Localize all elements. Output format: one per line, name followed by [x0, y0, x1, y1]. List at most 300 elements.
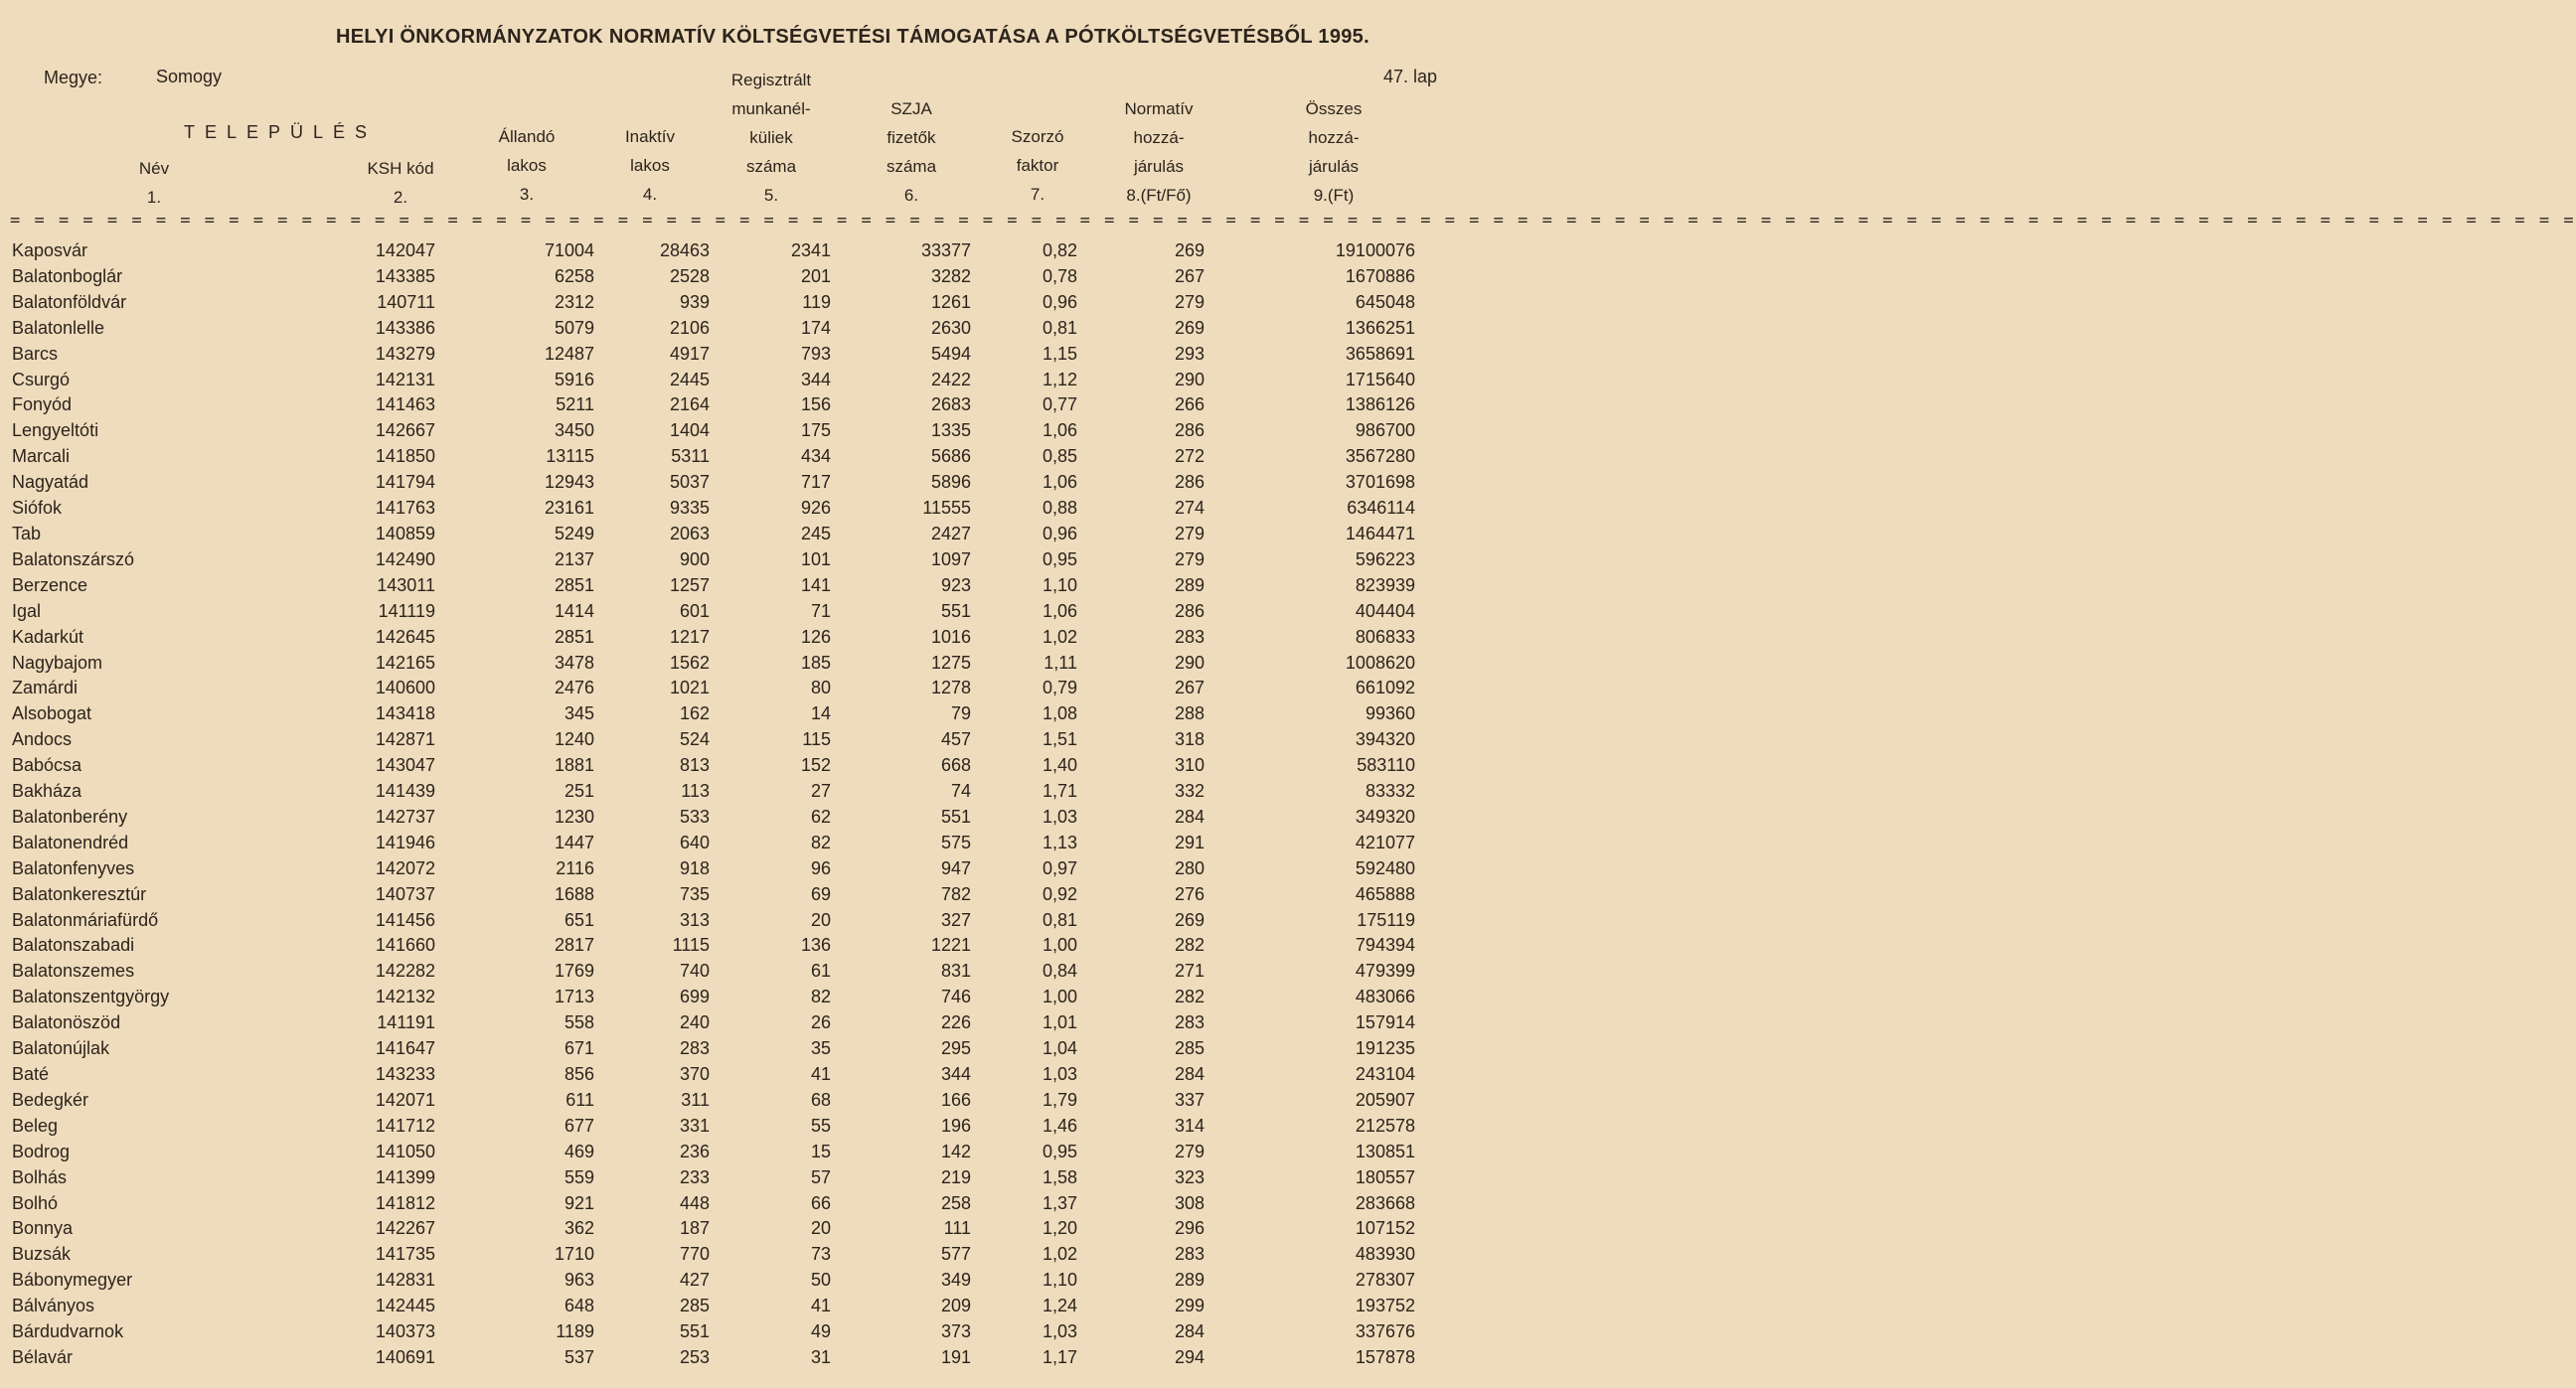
- cell-szorzo-faktor: 1,24: [1042, 1296, 1077, 1316]
- cell-inaktiv-lakos: 900: [679, 548, 710, 569]
- cell-normativ-hozzajarulas: 284: [1174, 1064, 1205, 1084]
- cell-normativ-hozzajarulas: 282: [1174, 935, 1205, 956]
- table-row: [10, 573, 1415, 599]
- cell-inaktiv-lakos: 28463: [659, 240, 710, 260]
- cell-name: Berzence: [12, 574, 88, 595]
- table-row: [10, 1140, 1415, 1165]
- table-row: [10, 470, 1415, 496]
- cell-munkanelkuliek: 20: [810, 909, 831, 930]
- cell-szja-fizetok: 2422: [930, 369, 971, 389]
- cell-normativ-hozzajarulas: 280: [1174, 857, 1205, 878]
- cell-szja-fizetok: 226: [940, 1012, 971, 1033]
- cell-name: Bodrog: [12, 1141, 71, 1161]
- cell-name: Siófok: [12, 498, 63, 519]
- cell-inaktiv-lakos: 236: [679, 1141, 710, 1161]
- cell-osszes-hozzajarulas: 1464471: [1345, 523, 1415, 543]
- cell-szja-fizetok: 327: [940, 909, 971, 930]
- cell-ksh-code: 140600: [375, 678, 435, 698]
- cell-normativ-hozzajarulas: 283: [1174, 1012, 1205, 1033]
- cell-munkanelkuliek: 185: [800, 652, 831, 673]
- cell-allando-lakos: 1881: [554, 755, 594, 776]
- cell-allando-lakos: 537: [564, 1346, 594, 1367]
- cell-allando-lakos: 2476: [554, 678, 594, 698]
- cell-allando-lakos: 3450: [554, 420, 594, 441]
- cell-normativ-hozzajarulas: 266: [1174, 394, 1205, 415]
- cell-munkanelkuliek: 69: [810, 883, 831, 904]
- cell-name: Alsobogat: [12, 703, 92, 724]
- cell-szja-fizetok: 349: [940, 1270, 971, 1291]
- cell-munkanelkuliek: 136: [800, 935, 831, 956]
- cell-ksh-code: 143385: [375, 265, 435, 286]
- cell-szja-fizetok: 191: [940, 1346, 971, 1367]
- cell-normativ-hozzajarulas: 318: [1174, 729, 1205, 750]
- cell-szja-fizetok: 344: [940, 1064, 971, 1084]
- cell-allando-lakos: 963: [564, 1270, 594, 1291]
- cell-szja-fizetok: 79: [950, 703, 971, 724]
- cell-szorzo-faktor: 0,84: [1042, 961, 1077, 982]
- cell-szorzo-faktor: 0,79: [1042, 678, 1077, 698]
- cell-munkanelkuliek: 49: [810, 1321, 831, 1342]
- cell-szja-fizetok: 551: [940, 600, 971, 621]
- county-label: Megye:: [44, 68, 103, 87]
- cell-ksh-code: 143386: [375, 317, 435, 338]
- cell-ksh-code: 142490: [375, 548, 435, 569]
- cell-name: Tab: [12, 523, 42, 543]
- cell-inaktiv-lakos: 448: [679, 1192, 710, 1213]
- cell-normativ-hozzajarulas: 337: [1174, 1089, 1205, 1110]
- cell-munkanelkuliek: 31: [810, 1346, 831, 1367]
- cell-szorzo-faktor: 1,13: [1042, 832, 1077, 852]
- cell-szja-fizetok: 746: [940, 987, 971, 1007]
- cell-normativ-hozzajarulas: 282: [1174, 987, 1205, 1007]
- cell-inaktiv-lakos: 918: [679, 857, 710, 878]
- cell-normativ-hozzajarulas: 293: [1174, 343, 1205, 364]
- cell-osszes-hozzajarulas: 592480: [1355, 857, 1415, 878]
- cell-ksh-code: 142071: [375, 1089, 435, 1110]
- cell-szja-fizetok: 2630: [930, 317, 971, 338]
- cell-szorzo-faktor: 1,71: [1042, 781, 1077, 802]
- cell-szorzo-faktor: 1,37: [1042, 1192, 1077, 1213]
- cell-szorzo-faktor: 1,20: [1042, 1218, 1077, 1239]
- cell-munkanelkuliek: 73: [810, 1244, 831, 1265]
- table-row: [10, 625, 1415, 651]
- table-row: [10, 779, 1415, 805]
- cell-szja-fizetok: 575: [940, 832, 971, 852]
- cell-szorzo-faktor: 1,00: [1042, 935, 1077, 956]
- cell-szja-fizetok: 1278: [930, 678, 971, 698]
- cell-normativ-hozzajarulas: 272: [1174, 446, 1205, 467]
- cell-osszes-hozzajarulas: 349320: [1355, 806, 1415, 827]
- cell-munkanelkuliek: 35: [810, 1038, 831, 1059]
- cell-szja-fizetok: 1261: [930, 291, 971, 312]
- cell-name: Csurgó: [12, 369, 71, 389]
- cell-allando-lakos: 2312: [554, 291, 594, 312]
- cell-allando-lakos: 856: [564, 1064, 594, 1084]
- cell-normativ-hozzajarulas: 267: [1174, 678, 1205, 698]
- cell-name: Nagybajom: [12, 652, 103, 673]
- cell-name: Zamárdi: [12, 678, 79, 698]
- cell-szja-fizetok: 1221: [930, 935, 971, 956]
- col-header-ksh: KSH kód 2.: [367, 159, 434, 207]
- cell-ksh-code: 142445: [375, 1296, 435, 1316]
- cell-munkanelkuliek: 26: [810, 1012, 831, 1033]
- cell-szja-fizetok: 1335: [930, 420, 971, 441]
- cell-ksh-code: 142831: [375, 1270, 435, 1291]
- cell-allando-lakos: 1688: [554, 883, 594, 904]
- cell-inaktiv-lakos: 640: [679, 832, 710, 852]
- cell-inaktiv-lakos: 5311: [671, 446, 710, 467]
- cell-normativ-hozzajarulas: 289: [1174, 1270, 1205, 1291]
- col-header-munkanelkuliek: Regisztrált munkanél- küliek száma 5.: [730, 71, 812, 205]
- cell-szorzo-faktor: 1,04: [1042, 1038, 1077, 1059]
- cell-inaktiv-lakos: 187: [679, 1218, 710, 1239]
- cell-ksh-code: 141191: [377, 1012, 435, 1033]
- cell-szorzo-faktor: 1,17: [1042, 1346, 1077, 1367]
- cell-inaktiv-lakos: 1217: [669, 626, 710, 647]
- table-row: [10, 290, 1415, 316]
- cell-osszes-hozzajarulas: 806833: [1355, 626, 1415, 647]
- table-row: [10, 701, 1415, 727]
- cell-allando-lakos: 71004: [544, 240, 594, 260]
- cell-szja-fizetok: 2683: [930, 394, 971, 415]
- col-header-osszes: Összes hozzá- járulás 9.(Ft): [1305, 99, 1363, 205]
- cell-osszes-hozzajarulas: 83332: [1365, 781, 1415, 802]
- cell-inaktiv-lakos: 285: [679, 1296, 710, 1316]
- cell-normativ-hozzajarulas: 323: [1174, 1166, 1205, 1187]
- cell-allando-lakos: 362: [564, 1218, 594, 1239]
- cell-normativ-hozzajarulas: 308: [1174, 1192, 1205, 1213]
- table-row: [10, 599, 1415, 625]
- cell-szja-fizetok: 551: [940, 806, 971, 827]
- cell-ksh-code: 140373: [375, 1321, 435, 1342]
- cell-name: Bolhó: [12, 1192, 59, 1213]
- cell-name: Barcs: [12, 343, 59, 364]
- cell-szja-fizetok: 5686: [930, 446, 971, 467]
- cell-munkanelkuliek: 20: [810, 1218, 831, 1239]
- cell-ksh-code: 141850: [375, 446, 435, 467]
- cell-munkanelkuliek: 152: [800, 755, 831, 776]
- cell-name: Bárdudvarnok: [12, 1321, 124, 1342]
- cell-munkanelkuliek: 926: [800, 498, 831, 519]
- cell-szja-fizetok: 295: [940, 1038, 971, 1059]
- cell-name: Bakháza: [12, 781, 82, 802]
- cell-osszes-hozzajarulas: 180557: [1355, 1166, 1415, 1187]
- cell-munkanelkuliek: 57: [810, 1166, 831, 1187]
- cell-inaktiv-lakos: 9335: [669, 498, 710, 519]
- table-row: [10, 1242, 1415, 1268]
- table-row: [10, 831, 1415, 856]
- cell-osszes-hozzajarulas: 986700: [1355, 420, 1415, 441]
- table-row: [10, 1036, 1415, 1062]
- table-row: [10, 418, 1415, 444]
- cell-szorzo-faktor: 1,08: [1042, 703, 1077, 724]
- cell-allando-lakos: 5249: [554, 523, 594, 543]
- table-row: [10, 238, 1415, 264]
- table-row: [10, 522, 1415, 547]
- cell-inaktiv-lakos: 113: [681, 781, 710, 802]
- cell-munkanelkuliek: 119: [802, 291, 831, 312]
- table-row: [10, 1165, 1415, 1191]
- cell-osszes-hozzajarulas: 583110: [1357, 755, 1415, 776]
- cell-szja-fizetok: 74: [950, 781, 971, 802]
- document-title: HELYI ÖNKORMÁNYZATOK NORMATÍV KÖLTSÉGVETÉSI TÁMOGATÁSA A PÓTKÖLTSÉGVETÉSBŐL 1995.: [336, 26, 1369, 48]
- cell-inaktiv-lakos: 551: [679, 1321, 710, 1342]
- col-header-inaktiv: Inaktív lakos 4.: [624, 127, 676, 204]
- cell-ksh-code: 142645: [375, 626, 435, 647]
- cell-osszes-hozzajarulas: 1670886: [1345, 265, 1415, 286]
- cell-szorzo-faktor: 1,03: [1042, 1064, 1077, 1084]
- cell-normativ-hozzajarulas: 296: [1174, 1218, 1205, 1239]
- cell-osszes-hozzajarulas: 596223: [1355, 548, 1415, 569]
- cell-inaktiv-lakos: 1115: [672, 935, 710, 956]
- cell-normativ-hozzajarulas: 289: [1174, 574, 1205, 595]
- cell-munkanelkuliek: 141: [800, 574, 831, 595]
- cell-allando-lakos: 2137: [554, 548, 594, 569]
- cell-inaktiv-lakos: 2528: [669, 265, 710, 286]
- cell-inaktiv-lakos: 2106: [669, 317, 710, 338]
- cell-szorzo-faktor: 1,02: [1042, 1244, 1077, 1265]
- cell-normativ-hozzajarulas: 267: [1174, 265, 1205, 286]
- cell-szorzo-faktor: 1,58: [1042, 1166, 1077, 1187]
- col-header-name: Név 1.: [138, 159, 170, 207]
- cell-ksh-code: 141763: [375, 498, 435, 519]
- cell-inaktiv-lakos: 1257: [669, 574, 710, 595]
- cell-osszes-hozzajarulas: 99360: [1365, 703, 1415, 724]
- cell-ksh-code: 140859: [375, 523, 435, 543]
- table-row: [10, 1088, 1415, 1114]
- cell-munkanelkuliek: 126: [800, 626, 831, 647]
- cell-ksh-code: 140711: [377, 291, 435, 312]
- cell-normativ-hozzajarulas: 290: [1174, 369, 1205, 389]
- cell-ksh-code: 143418: [375, 703, 435, 724]
- cell-munkanelkuliek: 27: [810, 781, 831, 802]
- col-header-szja: SZJA fizetők száma 6.: [886, 99, 937, 205]
- cell-normativ-hozzajarulas: 284: [1174, 1321, 1205, 1342]
- cell-allando-lakos: 251: [564, 781, 594, 802]
- cell-munkanelkuliek: 793: [800, 343, 831, 364]
- cell-szorzo-faktor: 1,51: [1042, 729, 1077, 750]
- cell-ksh-code: 141712: [375, 1115, 435, 1136]
- cell-name: Babócsa: [12, 755, 82, 776]
- cell-szorzo-faktor: 0,77: [1042, 394, 1077, 415]
- cell-osszes-hozzajarulas: 175119: [1357, 909, 1415, 930]
- cell-ksh-code: 142737: [375, 806, 435, 827]
- cell-name: Bedegkér: [12, 1089, 89, 1110]
- cell-name: Marcali: [12, 446, 71, 467]
- cell-inaktiv-lakos: 735: [679, 883, 710, 904]
- cell-normativ-hozzajarulas: 283: [1174, 1244, 1205, 1265]
- cell-normativ-hozzajarulas: 279: [1174, 1141, 1205, 1161]
- cell-ksh-code: 141439: [375, 781, 435, 802]
- cell-normativ-hozzajarulas: 271: [1174, 961, 1205, 982]
- cell-osszes-hozzajarulas: 823939: [1355, 574, 1415, 595]
- cell-szja-fizetok: 142: [940, 1141, 971, 1161]
- cell-allando-lakos: 1189: [556, 1321, 594, 1342]
- cell-name: Balatonboglár: [12, 265, 123, 286]
- cell-szja-fizetok: 923: [940, 574, 971, 595]
- cell-name: Balatonberény: [12, 806, 128, 827]
- cell-ksh-code: 141647: [375, 1038, 435, 1059]
- cell-inaktiv-lakos: 601: [679, 600, 710, 621]
- cell-normativ-hozzajarulas: 283: [1174, 626, 1205, 647]
- cell-munkanelkuliek: 41: [810, 1064, 831, 1084]
- cell-szja-fizetok: 1016: [930, 626, 971, 647]
- cell-ksh-code: 142047: [375, 240, 435, 260]
- cell-szorzo-faktor: 0,78: [1042, 265, 1077, 286]
- cell-szja-fizetok: 209: [940, 1296, 971, 1316]
- cell-allando-lakos: 12943: [544, 472, 594, 493]
- cell-szorzo-faktor: 0,92: [1042, 883, 1077, 904]
- cell-allando-lakos: 13115: [546, 446, 594, 467]
- cell-name: Andocs: [12, 729, 73, 750]
- cell-name: Bélavár: [12, 1346, 74, 1367]
- cell-munkanelkuliek: 201: [800, 265, 831, 286]
- cell-normativ-hozzajarulas: 291: [1174, 832, 1205, 852]
- cell-osszes-hozzajarulas: 465888: [1355, 883, 1415, 904]
- cell-szja-fizetok: 258: [940, 1192, 971, 1213]
- cell-osszes-hozzajarulas: 243104: [1355, 1064, 1415, 1084]
- cell-inaktiv-lakos: 331: [679, 1115, 710, 1136]
- cell-ksh-code: 141660: [375, 935, 435, 956]
- table-row: [10, 1010, 1415, 1036]
- cell-name: Balatonszabadi: [12, 935, 135, 956]
- table-row: [10, 496, 1415, 522]
- cell-name: Bonnya: [12, 1218, 74, 1239]
- col-header-allando: Állandó lakos 3.: [498, 127, 556, 204]
- cell-name: Balatonkeresztúr: [12, 883, 147, 904]
- table-row: [10, 727, 1415, 753]
- cell-szja-fizetok: 457: [940, 729, 971, 750]
- cell-normativ-hozzajarulas: 274: [1174, 498, 1205, 519]
- cell-szorzo-faktor: 1,01: [1042, 1012, 1077, 1033]
- cell-ksh-code: 142667: [375, 420, 435, 441]
- cell-inaktiv-lakos: 699: [679, 987, 710, 1007]
- cell-allando-lakos: 345: [564, 703, 594, 724]
- cell-szorzo-faktor: 0,95: [1042, 1141, 1077, 1161]
- cell-szorzo-faktor: 1,11: [1044, 652, 1077, 673]
- cell-name: Balatonföldvár: [12, 291, 127, 312]
- cell-allando-lakos: 648: [564, 1296, 594, 1316]
- cell-munkanelkuliek: 175: [800, 420, 831, 441]
- cell-allando-lakos: 6258: [554, 265, 594, 286]
- cell-allando-lakos: 5079: [554, 317, 594, 338]
- cell-ksh-code: 141399: [375, 1166, 435, 1187]
- cell-inaktiv-lakos: 4917: [669, 343, 710, 364]
- cell-ksh-code: 143279: [375, 343, 435, 364]
- cell-munkanelkuliek: 82: [810, 987, 831, 1007]
- cell-munkanelkuliek: 174: [800, 317, 831, 338]
- cell-inaktiv-lakos: 1562: [669, 652, 710, 673]
- cell-szorzo-faktor: 1,79: [1042, 1089, 1077, 1110]
- cell-ksh-code: 141119: [378, 600, 435, 621]
- cell-normativ-hozzajarulas: 310: [1174, 755, 1205, 776]
- cell-normativ-hozzajarulas: 286: [1174, 600, 1205, 621]
- cell-name: Balatonújlak: [12, 1038, 110, 1059]
- cell-szorzo-faktor: 1,40: [1042, 755, 1077, 776]
- table-row: [10, 547, 1415, 573]
- cell-szja-fizetok: 219: [940, 1166, 971, 1187]
- cell-munkanelkuliek: 62: [810, 806, 831, 827]
- cell-inaktiv-lakos: 2164: [669, 394, 710, 415]
- cell-inaktiv-lakos: 283: [679, 1038, 710, 1059]
- cell-normativ-hozzajarulas: 269: [1174, 240, 1205, 260]
- cell-szja-fizetok: 668: [940, 755, 971, 776]
- cell-osszes-hozzajarulas: 394320: [1355, 729, 1415, 750]
- cell-inaktiv-lakos: 533: [679, 806, 710, 827]
- cell-normativ-hozzajarulas: 269: [1174, 317, 1205, 338]
- cell-osszes-hozzajarulas: 483930: [1355, 1244, 1415, 1265]
- cell-allando-lakos: 611: [565, 1089, 594, 1110]
- cell-osszes-hozzajarulas: 661092: [1355, 678, 1415, 698]
- cell-szja-fizetok: 196: [940, 1115, 971, 1136]
- cell-allando-lakos: 677: [564, 1115, 594, 1136]
- cell-osszes-hozzajarulas: 107152: [1355, 1218, 1415, 1239]
- cell-munkanelkuliek: 96: [810, 857, 831, 878]
- cell-ksh-code: 141050: [375, 1141, 435, 1161]
- cell-munkanelkuliek: 71: [810, 600, 831, 621]
- cell-szorzo-faktor: 1,03: [1042, 806, 1077, 827]
- cell-munkanelkuliek: 115: [802, 729, 831, 750]
- cell-munkanelkuliek: 50: [810, 1270, 831, 1291]
- cell-allando-lakos: 23161: [544, 498, 594, 519]
- cell-inaktiv-lakos: 427: [679, 1270, 710, 1291]
- cell-szorzo-faktor: 1,46: [1042, 1115, 1077, 1136]
- cell-allando-lakos: 1447: [554, 832, 594, 852]
- cell-normativ-hozzajarulas: 279: [1174, 548, 1205, 569]
- cell-allando-lakos: 559: [564, 1166, 594, 1187]
- cell-allando-lakos: 921: [564, 1192, 594, 1213]
- cell-normativ-hozzajarulas: 286: [1174, 420, 1205, 441]
- cell-szorzo-faktor: 0,82: [1042, 240, 1077, 260]
- cell-inaktiv-lakos: 370: [679, 1064, 710, 1084]
- cell-munkanelkuliek: 434: [800, 446, 831, 467]
- cell-szja-fizetok: 111: [943, 1218, 971, 1239]
- table-row: [10, 392, 1415, 418]
- cell-ksh-code: 142072: [375, 857, 435, 878]
- table-row: [10, 753, 1415, 779]
- cell-szja-fizetok: 11555: [922, 498, 971, 519]
- cell-ksh-code: 141794: [375, 472, 435, 493]
- cell-munkanelkuliek: 66: [810, 1192, 831, 1213]
- cell-normativ-hozzajarulas: 290: [1174, 652, 1205, 673]
- cell-szorzo-faktor: 1,10: [1042, 1270, 1077, 1291]
- cell-allando-lakos: 2116: [556, 857, 594, 878]
- cell-allando-lakos: 1710: [554, 1244, 594, 1265]
- cell-inaktiv-lakos: 1021: [669, 678, 710, 698]
- cell-normativ-hozzajarulas: 314: [1174, 1115, 1205, 1136]
- table-row: [10, 1268, 1415, 1294]
- table-row: [10, 651, 1415, 677]
- cell-ksh-code: 142282: [375, 961, 435, 982]
- cell-normativ-hozzajarulas: 286: [1174, 472, 1205, 493]
- cell-name: Kaposvár: [12, 240, 88, 260]
- cell-inaktiv-lakos: 5037: [669, 472, 710, 493]
- cell-osszes-hozzajarulas: 212578: [1355, 1115, 1415, 1136]
- cell-osszes-hozzajarulas: 1008620: [1345, 652, 1415, 673]
- cell-normativ-hozzajarulas: 285: [1174, 1038, 1205, 1059]
- cell-ksh-code: 140691: [375, 1346, 435, 1367]
- table-row: [10, 1062, 1415, 1088]
- county-value: Somogy: [156, 67, 223, 86]
- cell-inaktiv-lakos: 240: [679, 1012, 710, 1033]
- cell-inaktiv-lakos: 311: [681, 1089, 710, 1110]
- cell-name: Bábonymegyer: [12, 1270, 133, 1291]
- cell-normativ-hozzajarulas: 279: [1174, 291, 1205, 312]
- cell-szja-fizetok: 5494: [930, 343, 971, 364]
- cell-ksh-code: 141456: [375, 909, 435, 930]
- cell-osszes-hozzajarulas: 6346114: [1347, 498, 1415, 519]
- table-row: [10, 908, 1415, 934]
